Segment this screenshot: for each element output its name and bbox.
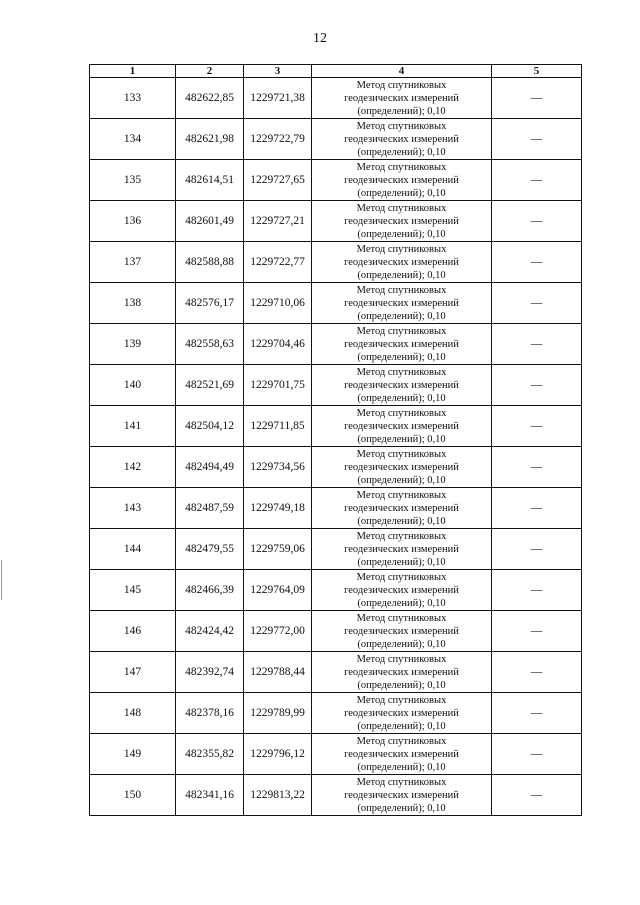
coord-y-cell: 1229813,22 <box>244 775 312 816</box>
method-line-1: Метод спутниковых <box>356 776 447 788</box>
method-line-1: Метод спутниковых <box>356 243 447 255</box>
coord-x-cell: 482601,49 <box>176 201 244 242</box>
coord-x-cell: 482392,74 <box>176 652 244 693</box>
coord-x-cell: 482558,63 <box>176 324 244 365</box>
note-cell: — <box>492 324 582 365</box>
method-line-2: геодезических измерений <box>344 584 459 596</box>
note-cell: — <box>492 529 582 570</box>
method-cell <box>312 365 492 406</box>
note-cell: — <box>492 734 582 775</box>
coord-x-cell: 482588,88 <box>176 242 244 283</box>
header-col-5: 5 <box>492 65 582 78</box>
method-line-2: геодезических измерений <box>344 748 459 760</box>
coord-y-cell: 1229727,21 <box>244 201 312 242</box>
table-row <box>90 365 582 406</box>
point-number-cell: 145 <box>90 570 176 611</box>
note-cell: — <box>492 611 582 652</box>
method-line-2: геодезических измерений <box>344 338 459 350</box>
point-number-cell: 135 <box>90 160 176 201</box>
note-cell: — <box>492 488 582 529</box>
table-row <box>90 78 582 119</box>
table-row <box>90 652 582 693</box>
table-row <box>90 324 582 365</box>
point-number-cell: 147 <box>90 652 176 693</box>
coord-y-cell: 1229749,18 <box>244 488 312 529</box>
point-number-cell: 149 <box>90 734 176 775</box>
method-cell <box>312 406 492 447</box>
method-line-1: Метод спутниковых <box>356 571 447 583</box>
coord-y-cell: 1229711,85 <box>244 406 312 447</box>
method-line-3: (определений); 0,10 <box>357 761 446 773</box>
method-line-1: Метод спутниковых <box>356 284 447 296</box>
note-cell: — <box>492 119 582 160</box>
method-line-3: (определений); 0,10 <box>357 474 446 486</box>
method-line-2: геодезических измерений <box>344 256 459 268</box>
point-number-cell: 143 <box>90 488 176 529</box>
method-cell <box>312 611 492 652</box>
note-cell: — <box>492 242 582 283</box>
method-line-3: (определений); 0,10 <box>357 433 446 445</box>
method-line-3: (определений); 0,10 <box>357 392 446 404</box>
method-line-2: геодезических измерений <box>344 707 459 719</box>
header-col-3: 3 <box>244 65 312 78</box>
point-number-cell: 150 <box>90 775 176 816</box>
note-cell: — <box>492 693 582 734</box>
method-line-2: геодезических измерений <box>344 420 459 432</box>
method-line-1: Метод спутниковых <box>356 735 447 747</box>
method-line-1: Метод спутниковых <box>356 407 447 419</box>
method-cell <box>312 447 492 488</box>
coord-y-cell: 1229722,77 <box>244 242 312 283</box>
table-row <box>90 406 582 447</box>
method-line-2: геодезических измерений <box>344 92 459 104</box>
note-cell: — <box>492 201 582 242</box>
method-line-1: Метод спутниковых <box>356 489 447 501</box>
header-col-4: 4 <box>312 65 492 78</box>
note-cell: — <box>492 78 582 119</box>
method-line-2: геодезических измерений <box>344 174 459 186</box>
table-row <box>90 447 582 488</box>
coord-y-cell: 1229788,44 <box>244 652 312 693</box>
method-line-1: Метод спутниковых <box>356 694 447 706</box>
table-row <box>90 775 582 816</box>
point-number-cell: 141 <box>90 406 176 447</box>
method-line-1: Метод спутниковых <box>356 120 447 132</box>
header-col-2: 2 <box>176 65 244 78</box>
method-line-3: (определений); 0,10 <box>357 351 446 363</box>
coord-y-cell: 1229734,56 <box>244 447 312 488</box>
point-number-cell: 144 <box>90 529 176 570</box>
coord-x-cell: 482355,82 <box>176 734 244 775</box>
method-line-2: геодезических измерений <box>344 502 459 514</box>
method-line-3: (определений); 0,10 <box>357 228 446 240</box>
method-cell <box>312 734 492 775</box>
note-cell: — <box>492 570 582 611</box>
coord-x-cell: 482622,85 <box>176 78 244 119</box>
method-cell <box>312 324 492 365</box>
header-col-1: 1 <box>90 65 176 78</box>
coord-x-cell: 482576,17 <box>176 283 244 324</box>
method-cell <box>312 570 492 611</box>
coord-x-cell: 482424,42 <box>176 611 244 652</box>
point-number-cell: 138 <box>90 283 176 324</box>
method-line-3: (определений); 0,10 <box>357 269 446 281</box>
coord-y-cell: 1229764,09 <box>244 570 312 611</box>
coord-y-cell: 1229727,65 <box>244 160 312 201</box>
method-cell <box>312 693 492 734</box>
table-row <box>90 693 582 734</box>
scan-edge-mark <box>1 560 2 600</box>
coord-x-cell: 482621,98 <box>176 119 244 160</box>
point-number-cell: 140 <box>90 365 176 406</box>
point-number-cell: 142 <box>90 447 176 488</box>
method-line-3: (определений); 0,10 <box>357 720 446 732</box>
method-line-2: геодезических измерений <box>344 133 459 145</box>
method-line-2: геодезических измерений <box>344 461 459 473</box>
table-body <box>90 78 582 816</box>
table-row <box>90 201 582 242</box>
point-number-cell: 139 <box>90 324 176 365</box>
method-cell <box>312 242 492 283</box>
note-cell: — <box>492 652 582 693</box>
coord-x-cell: 482378,16 <box>176 693 244 734</box>
point-number-cell: 137 <box>90 242 176 283</box>
method-line-1: Метод спутниковых <box>356 366 447 378</box>
coord-x-cell: 482466,39 <box>176 570 244 611</box>
coord-x-cell: 482487,59 <box>176 488 244 529</box>
table-row <box>90 119 582 160</box>
coord-y-cell: 1229721,38 <box>244 78 312 119</box>
coord-x-cell: 482494,49 <box>176 447 244 488</box>
table-row <box>90 570 582 611</box>
coord-x-cell: 482521,69 <box>176 365 244 406</box>
method-line-1: Метод спутниковых <box>356 653 447 665</box>
coord-y-cell: 1229759,06 <box>244 529 312 570</box>
method-line-1: Метод спутниковых <box>356 530 447 542</box>
note-cell: — <box>492 406 582 447</box>
coord-y-cell: 1229710,06 <box>244 283 312 324</box>
note-cell: — <box>492 775 582 816</box>
note-cell: — <box>492 447 582 488</box>
page-number: 12 <box>313 31 327 46</box>
method-line-3: (определений); 0,10 <box>357 515 446 527</box>
table-header-row <box>90 65 582 78</box>
coord-y-cell: 1229701,75 <box>244 365 312 406</box>
method-line-3: (определений); 0,10 <box>357 556 446 568</box>
method-line-1: Метод спутниковых <box>356 202 447 214</box>
method-line-3: (определений); 0,10 <box>357 146 446 158</box>
method-line-3: (определений); 0,10 <box>357 310 446 322</box>
method-line-3: (определений); 0,10 <box>357 105 446 117</box>
method-line-3: (определений); 0,10 <box>357 802 446 814</box>
coord-y-cell: 1229722,79 <box>244 119 312 160</box>
point-number-cell: 134 <box>90 119 176 160</box>
method-cell <box>312 78 492 119</box>
method-line-3: (определений); 0,10 <box>357 597 446 609</box>
table-row <box>90 611 582 652</box>
coord-x-cell: 482341,16 <box>176 775 244 816</box>
table-row <box>90 734 582 775</box>
method-line-2: геодезических измерений <box>344 379 459 391</box>
table-row <box>90 283 582 324</box>
table-row <box>90 529 582 570</box>
method-line-2: геодезических измерений <box>344 789 459 801</box>
method-line-1: Метод спутниковых <box>356 325 447 337</box>
method-line-3: (определений); 0,10 <box>357 638 446 650</box>
note-cell: — <box>492 365 582 406</box>
note-cell: — <box>492 160 582 201</box>
method-line-1: Метод спутниковых <box>356 448 447 460</box>
table-row <box>90 488 582 529</box>
point-number-cell: 148 <box>90 693 176 734</box>
point-number-cell: 146 <box>90 611 176 652</box>
table-row <box>90 160 582 201</box>
method-cell <box>312 201 492 242</box>
point-number-cell: 133 <box>90 78 176 119</box>
note-cell: — <box>492 283 582 324</box>
coordinates-table <box>89 64 582 816</box>
coord-y-cell: 1229789,99 <box>244 693 312 734</box>
method-line-1: Метод спутниковых <box>356 612 447 624</box>
method-line-2: геодезических измерений <box>344 215 459 227</box>
coord-y-cell: 1229772,00 <box>244 611 312 652</box>
method-cell <box>312 160 492 201</box>
method-cell <box>312 652 492 693</box>
method-cell <box>312 775 492 816</box>
method-cell <box>312 283 492 324</box>
method-cell <box>312 488 492 529</box>
coord-y-cell: 1229796,12 <box>244 734 312 775</box>
point-number-cell: 136 <box>90 201 176 242</box>
method-line-1: Метод спутниковых <box>356 79 447 91</box>
method-line-2: геодезических измерений <box>344 625 459 637</box>
coord-x-cell: 482504,12 <box>176 406 244 447</box>
method-cell <box>312 119 492 160</box>
table-row <box>90 242 582 283</box>
coord-x-cell: 482614,51 <box>176 160 244 201</box>
method-line-1: Метод спутниковых <box>356 161 447 173</box>
method-line-2: геодезических измерений <box>344 543 459 555</box>
method-line-2: геодезических измерений <box>344 297 459 309</box>
method-line-2: геодезических измерений <box>344 666 459 678</box>
method-line-3: (определений); 0,10 <box>357 187 446 199</box>
method-cell <box>312 529 492 570</box>
coord-y-cell: 1229704,46 <box>244 324 312 365</box>
method-line-3: (определений); 0,10 <box>357 679 446 691</box>
coord-x-cell: 482479,55 <box>176 529 244 570</box>
